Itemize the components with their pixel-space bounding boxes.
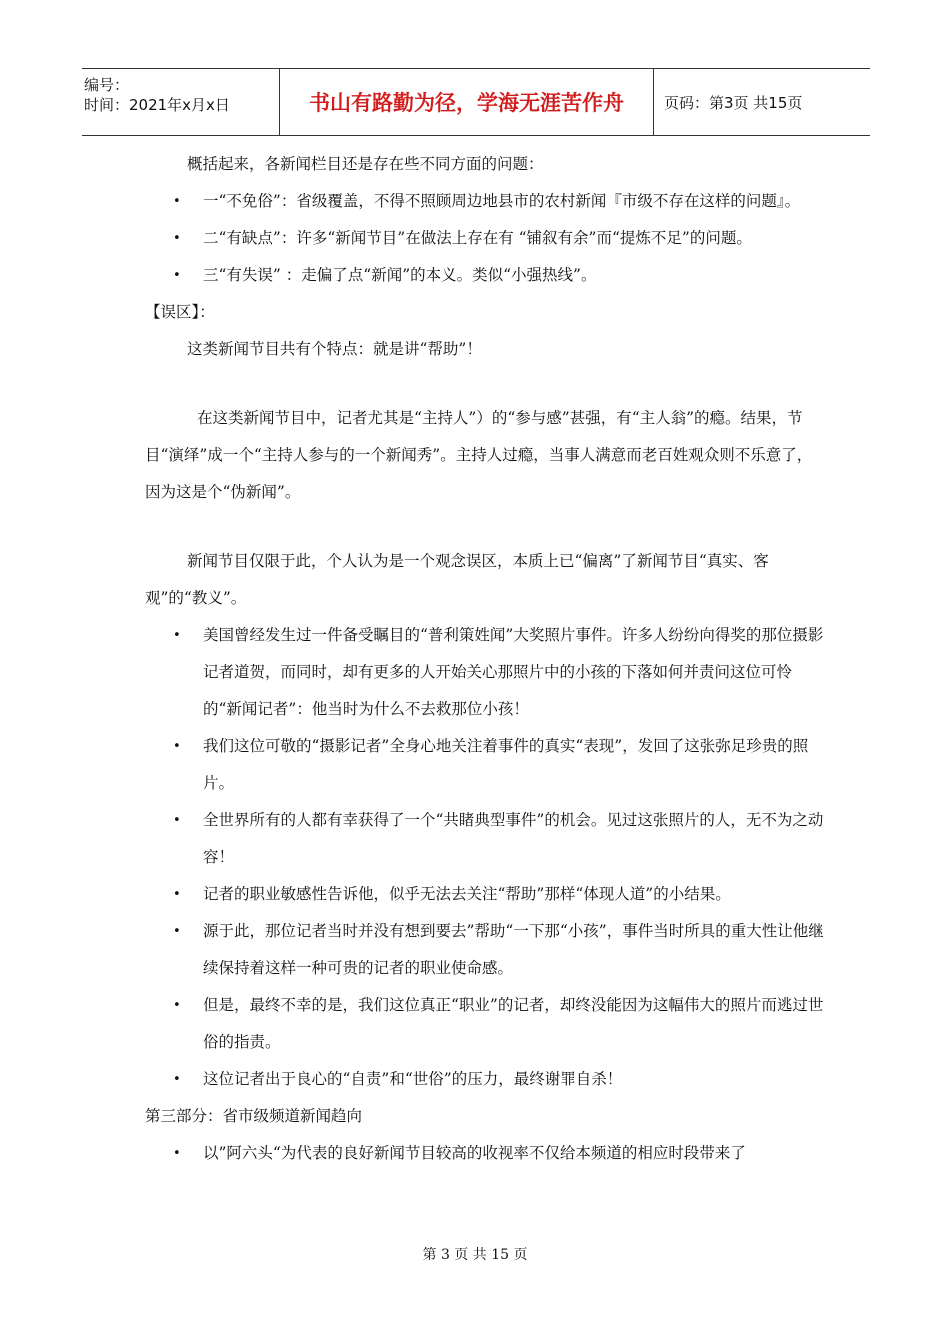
header-motto: 书山有路勤为径，学海无涯苦作舟 bbox=[280, 69, 654, 135]
bullet-icon: • bbox=[173, 998, 181, 1013]
bullet-icon: • bbox=[173, 887, 181, 902]
bullet-icon: • bbox=[173, 1146, 181, 1161]
summary-bullet-list bbox=[145, 183, 825, 294]
list-item: • 全世界所有的人都有幸获得了一个“共睹典型事件”的机会。见过这张照片的人，无不为之动容！ bbox=[145, 802, 825, 876]
list-item: • 一“不免俗”：省级覆盖，不得不照顾周边地县市的农村新闻『市级不存在这样的问题』。 bbox=[145, 183, 825, 220]
document-body bbox=[145, 146, 825, 1172]
story-bullet-list bbox=[145, 617, 825, 1098]
list-item: • 美国曾经发生过一件备受瞩目的“普利策姓闻”大奖照片事件。许多人纷纷向得奖的那位摄影记者道贺，而同时，却有更多的人开始关心那照片中的小孩的下落如何并责问这位可怜的“新闻记者”：他当时为什么不去救那位小孩！ bbox=[145, 617, 825, 728]
bullet-icon: • bbox=[173, 739, 181, 754]
list-item: • 三“有失误” ：走偏了点“新闻”的本义。类似“小强热线”。 bbox=[145, 257, 825, 294]
summary-intro: 概括起来，各新闻栏目还是存在些不同方面的问题： bbox=[187, 155, 544, 173]
bullet-icon: • bbox=[173, 924, 181, 939]
document-time-label: 时间：2021年x月x日 bbox=[84, 96, 230, 114]
paragraph-host: 在这类新闻节目中，记者尤其是“主持人”）的“参与感”甚强，有“主人翁”的瘾。结果，节目“演绎”成一个“主持人参与的一个新闻秀”。主持人过瘾，当事人满意而老百姓观众则不乐意了，因为这是个“伪新闻”。 bbox=[145, 409, 813, 501]
header-page-info: 页码：第3页 共15页 bbox=[664, 93, 803, 112]
page-footer: 第 3 页 共 15 页 bbox=[422, 1247, 528, 1263]
misunderstanding-heading: 【误区】： bbox=[145, 303, 215, 321]
paragraph-help: 这类新闻节目共有个特点：就是讲“帮助”！ bbox=[187, 340, 482, 358]
bullet-icon: • bbox=[173, 628, 181, 643]
bullet-icon: • bbox=[173, 813, 181, 828]
list-item: • 二“有缺点”：许多“新闻节目”在做法上存在有 “铺叙有余”而“提炼不足”的问题。 bbox=[145, 220, 825, 257]
paragraph-concept: 新闻节目仅限于此，个人认为是一个观念误区，本质上已“偏离”了新闻节目“真实、客观”的“教义”。 bbox=[145, 552, 769, 607]
bullet-icon: • bbox=[173, 268, 181, 283]
list-item: • 源于此，那位记者当时并没有想到要去”帮助“一下那“小孩”，事件当时所具的重大性让他继续保持着这样一种可贵的记者的职业使命感。 bbox=[145, 913, 825, 987]
page-header bbox=[82, 68, 870, 136]
part3-bullet-list bbox=[145, 1135, 825, 1172]
list-item: • 我们这位可敬的“摄影记者”全身心地关注着事件的真实“表现”，发回了这张弥足珍贵的照片。 bbox=[145, 728, 825, 802]
header-meta bbox=[82, 69, 280, 135]
list-item: • 这位记者出于良心的“自责”和“世俗”的压力，最终谢罪自杀！ bbox=[145, 1061, 825, 1098]
list-item: • 记者的职业敏感性告诉他，似乎无法去关注“帮助”那样“体现人道”的小结果。 bbox=[145, 876, 825, 913]
document-number-label: 编号： bbox=[84, 76, 130, 94]
list-item: • 但是，最终不幸的是，我们这位真正“职业”的记者，却终没能因为这幅伟大的照片而逃过世俗的指责。 bbox=[145, 987, 825, 1061]
list-item: • 以”阿六头“为代表的良好新闻节目较高的收视率不仅给本频道的相应时段带来了 bbox=[145, 1135, 825, 1172]
bullet-icon: • bbox=[173, 194, 181, 209]
bullet-icon: • bbox=[173, 231, 181, 246]
part3-heading: 第三部分：省市级频道新闻趋向 bbox=[145, 1107, 363, 1125]
bullet-icon: • bbox=[173, 1072, 181, 1087]
